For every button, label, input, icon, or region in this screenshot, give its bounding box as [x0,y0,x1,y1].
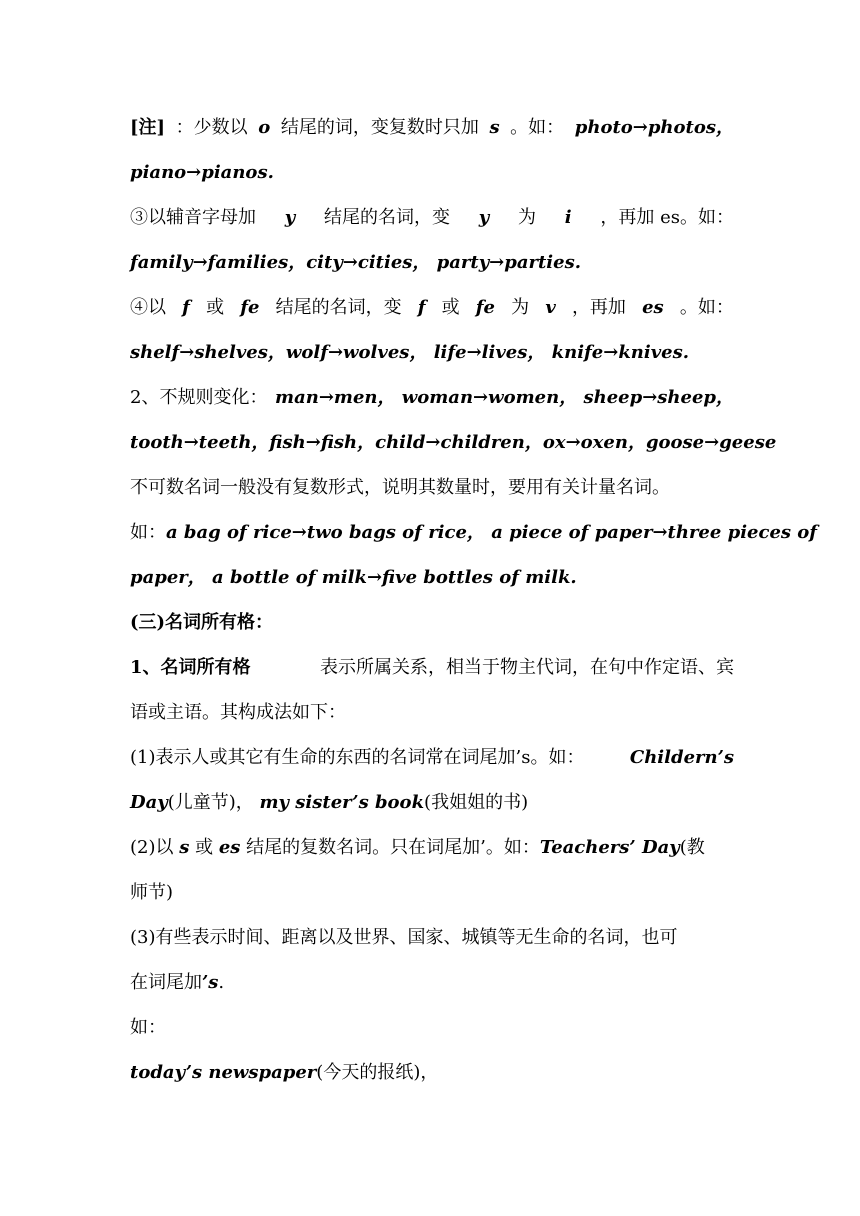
text-segment: family→families，city→cities， party→parties. [130,252,582,273]
text-segment: ④以 [130,297,166,318]
text-segment: paper， a bottle of milk→five bottles of milk. [130,567,577,588]
text-segment: 结尾的名词，变 [275,297,402,318]
text-segment: (今天的报纸)， [316,1062,439,1083]
text-line [130,1061,730,1085]
text-segment: y [478,207,490,228]
text-segment: f [417,297,426,318]
text-segment: (3)有些表示时间、距离以及世界、国家、城镇等无生命的名词，也可 [130,927,678,948]
text-segment: 或 [189,837,219,858]
text-line [130,476,730,500]
text-segment: (我姐姐的书) [424,792,529,813]
text-segment: a bag of rice→two bags of rice， a piece of paper→three pieces of [166,522,818,543]
text-segment: 不可数名词一般没有复数形式，说明其数量时，要用有关计量名词。 [130,477,670,498]
text-segment: 为 [511,297,530,318]
text-segment: f [182,297,190,318]
text-segment: fe [240,297,260,318]
text-segment: ，再加 es。如： [600,207,734,228]
text-segment: Teachers’ Day [539,837,680,858]
text-segment: es [218,837,241,858]
text-segment: (2)以 [130,837,180,858]
text-segment: [注] [130,117,166,138]
text-line [130,116,734,140]
text-segment: 。如： [510,117,565,138]
text-segment: 语或主语。其构成法如下： [130,702,346,723]
text-segment: 或 [441,297,460,318]
text-segment: 如： [130,522,166,543]
text-segment: today’s newspaper [130,1062,317,1083]
text-segment: 如： [130,1017,166,1038]
text-segment: (儿童节)， [167,792,260,813]
text-segment: shelf→shelves，wolf→wolves， life→lives， knife→knives. [130,342,690,363]
text-line [130,341,730,365]
text-line [130,1016,730,1040]
text-segment: . [218,972,225,993]
text-segment: ’s [202,972,219,993]
text-segment: photo→photos， [574,117,734,138]
text-line [130,926,730,950]
text-segment: ：少数以 [175,117,248,138]
text-segment: 在词尾加 [130,972,202,993]
text-line [130,656,734,680]
text-segment: v [545,297,556,318]
text-segment: man→men， woman→women， sheep→sheep， [275,387,734,408]
text-segment: fe [475,297,495,318]
text-segment: es [642,297,664,318]
text-segment: 1、名词所有格 [130,657,251,678]
text-segment: o [258,117,271,138]
text-segment: 表示所属关系，相当于物主代词，在句中作定语、宾 [320,657,734,678]
text-segment: Childern’s [629,747,734,768]
text-line [130,746,734,770]
text-segment: my sister’s book [259,792,425,813]
text-segment: 。如： [679,297,734,318]
text-line [130,521,818,545]
text-segment: 或 [206,297,225,318]
text-line [130,791,730,815]
text-segment: 为 [518,207,536,228]
text-segment: (教 [679,837,705,858]
text-segment: 结尾的复数名词。只在词尾加’。如： [240,837,540,858]
text-segment: ，再加 [571,297,626,318]
text-segment: (三)名词所有格： [130,612,274,633]
text-segment: s [489,117,500,138]
text-line [130,566,730,590]
text-line [130,161,730,185]
text-line [130,206,734,230]
text-line [130,701,730,725]
text-segment: (1)表示人或其它有生命的东西的名词常在词尾加’s。如： [130,747,585,768]
text-segment: 结尾的名词，变 [324,207,450,228]
text-segment: y [284,207,296,228]
text-segment: Day [130,792,168,813]
text-line [130,251,730,275]
text-segment: tooth→teeth，fish→fish，child→children，ox→oxen，goose→geese [130,432,777,453]
text-line [130,296,734,320]
text-line [130,386,734,410]
text-line [130,836,730,860]
text-segment: 2、不规则变化： [130,387,268,408]
text-segment: piano→pianos. [130,162,274,183]
text-line [130,611,730,635]
text-segment: s [179,837,190,858]
text-line [130,881,730,905]
text-segment: ③以辅音字母加 [130,207,256,228]
text-segment: 结尾的词，变复数时只加 [280,117,479,138]
text-segment: 师节) [130,882,174,903]
text-segment: i [564,207,572,228]
text-line [130,431,777,455]
text-line [130,971,730,995]
